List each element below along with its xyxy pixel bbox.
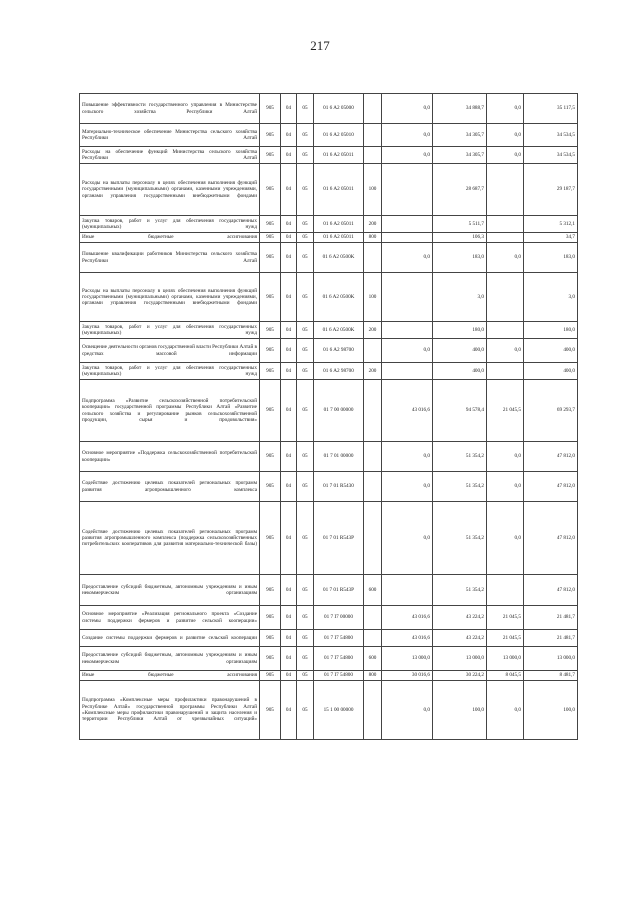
- table-row: [80, 273, 578, 322]
- row-pr: 05: [297, 147, 314, 164]
- row-rz: 04: [281, 124, 297, 147]
- row-csr: 01 6 A2 98700: [314, 363, 364, 380]
- row-grbs: 905: [260, 164, 281, 216]
- table-row: [80, 233, 578, 243]
- row-name: Содействие достижению целевых показателей региональных программ развития агропромышленного комплекса (поддержка сельскохозяйственных потребительских кооперативов для развития материально-технической базы): [80, 502, 260, 575]
- row-value-1: [382, 233, 433, 243]
- row-value-2: 5 511,7: [433, 216, 487, 233]
- row-vr: [364, 243, 382, 273]
- row-value-4: 5 312,1: [524, 216, 578, 233]
- row-value-2: 183,0: [433, 243, 487, 273]
- row-name: Повышение эффективности государственного управления в Министерстве сельского хозяйства Республики Алтай: [80, 94, 260, 124]
- row-rz: 04: [281, 681, 297, 740]
- page-number: 217: [310, 38, 330, 53]
- row-value-2: 180,0: [433, 322, 487, 339]
- row-rz: 04: [281, 322, 297, 339]
- row-csr: 01 7 I7 54800: [314, 671, 364, 681]
- row-grbs: 905: [260, 575, 281, 606]
- row-pr: 05: [297, 363, 314, 380]
- row-value-1: 0,0: [382, 243, 433, 273]
- table-row: [80, 502, 578, 575]
- table-row: [80, 216, 578, 233]
- row-csr: 01 7 00 00000: [314, 380, 364, 442]
- row-value-4: 8 481,7: [524, 671, 578, 681]
- row-rz: 04: [281, 164, 297, 216]
- row-csr: 01 6 A2 0500K: [314, 322, 364, 339]
- row-value-3: 0,0: [487, 147, 524, 164]
- row-pr: 05: [297, 380, 314, 442]
- row-value-4: 35 117,5: [524, 94, 578, 124]
- row-name: Содействие достижению целевых показателей региональных программ развития агропромышленного комплекса: [80, 472, 260, 502]
- row-rz: 04: [281, 671, 297, 681]
- row-grbs: 905: [260, 94, 281, 124]
- row-vr: [364, 94, 382, 124]
- row-value-2: 30 224,2: [433, 671, 487, 681]
- row-value-4: 21 481,7: [524, 630, 578, 647]
- row-csr: 01 6 A2 05000: [314, 94, 364, 124]
- row-grbs: 905: [260, 233, 281, 243]
- row-value-2: 51 354,2: [433, 472, 487, 502]
- row-value-1: 30 016,6: [382, 671, 433, 681]
- row-value-2: 400,0: [433, 363, 487, 380]
- row-vr: [364, 502, 382, 575]
- row-name: Подпрограмма «Развитие сельскохозяйственной потребительской кооперации» государственной программы Республики Алтай «Развитие сельского хозяйства и регулирование рынков сельскохозяйственной продукции, сырья и продовольствия»: [80, 380, 260, 442]
- row-name: Закупка товаров, работ и услуг для обеспечения государственных (муниципальных) нужд: [80, 216, 260, 233]
- row-value-4: 29 187,7: [524, 164, 578, 216]
- row-value-2: 43 224,2: [433, 606, 487, 630]
- row-value-1: [382, 216, 433, 233]
- row-value-3: [487, 164, 524, 216]
- row-value-3: 0,0: [487, 339, 524, 363]
- row-pr: 05: [297, 502, 314, 575]
- row-name: Основное мероприятие «Реализация регионального проекта «Создание системы поддержки фермеров и развитие сельской кооперации»: [80, 606, 260, 630]
- row-value-1: 0,0: [382, 339, 433, 363]
- row-name: Основное мероприятие «Поддержка сельскохозяйственной потребительской кооперации»: [80, 442, 260, 472]
- row-pr: 05: [297, 233, 314, 243]
- row-csr: 15 1 00 00000: [314, 681, 364, 740]
- row-value-4: 100,0: [524, 681, 578, 740]
- row-value-2: 400,0: [433, 339, 487, 363]
- row-vr: [364, 124, 382, 147]
- row-vr: [364, 147, 382, 164]
- row-value-4: 400,0: [524, 363, 578, 380]
- row-value-1: 0,0: [382, 147, 433, 164]
- row-vr: 100: [364, 164, 382, 216]
- budget-table: [79, 93, 578, 740]
- row-value-1: [382, 164, 433, 216]
- row-value-4: 47 812,0: [524, 472, 578, 502]
- row-vr: 200: [364, 363, 382, 380]
- row-value-1: [382, 363, 433, 380]
- row-value-1: 43 016,6: [382, 630, 433, 647]
- row-value-2: 51 354,2: [433, 442, 487, 472]
- row-pr: 05: [297, 630, 314, 647]
- row-value-4: 13 000,0: [524, 647, 578, 671]
- row-vr: 600: [364, 575, 382, 606]
- row-name: Иные бюджетные ассигнования: [80, 671, 260, 681]
- table-row: [80, 681, 578, 740]
- table-row: [80, 124, 578, 147]
- row-pr: 05: [297, 164, 314, 216]
- row-vr: [364, 630, 382, 647]
- row-rz: 04: [281, 363, 297, 380]
- row-value-4: 183,0: [524, 243, 578, 273]
- table-row: [80, 671, 578, 681]
- row-value-2: 43 224,2: [433, 630, 487, 647]
- table-row: [80, 94, 578, 124]
- row-rz: 04: [281, 575, 297, 606]
- row-grbs: 905: [260, 630, 281, 647]
- row-grbs: 905: [260, 147, 281, 164]
- row-vr: [364, 339, 382, 363]
- row-grbs: 905: [260, 606, 281, 630]
- row-value-2: 34 305,7: [433, 124, 487, 147]
- row-value-4: 3,0: [524, 273, 578, 322]
- row-vr: [364, 442, 382, 472]
- row-name: Закупка товаров, работ и услуг для обеспечения государственных (муниципальных) нужд: [80, 322, 260, 339]
- row-value-3: 0,0: [487, 442, 524, 472]
- row-value-4: 180,0: [524, 322, 578, 339]
- row-csr: 01 6 A2 05011: [314, 233, 364, 243]
- row-rz: 04: [281, 502, 297, 575]
- row-value-4: 34 534,5: [524, 124, 578, 147]
- row-value-3: 0,0: [487, 681, 524, 740]
- row-csr: 01 7 I7 54800: [314, 647, 364, 671]
- row-value-2: 13 000,0: [433, 647, 487, 671]
- row-name: Подпрограмма «Комплексные меры профилактики правонарушений в Республике Алтай» государственной программы Республики Алтай «Комплексные меры профилактики правонарушений и защита населения и территории Республики Алтай от чрезвычайных ситуаций»: [80, 681, 260, 740]
- row-value-4: 400,0: [524, 339, 578, 363]
- row-value-2: 94 578,4: [433, 380, 487, 442]
- table-row: [80, 380, 578, 442]
- row-rz: 04: [281, 647, 297, 671]
- row-pr: 05: [297, 606, 314, 630]
- table-row: [80, 575, 578, 606]
- row-csr: 01 7 I7 00000: [314, 606, 364, 630]
- row-csr: 01 6 A2 05010: [314, 124, 364, 147]
- row-value-4: 34,7: [524, 233, 578, 243]
- row-value-2: 106,3: [433, 233, 487, 243]
- row-value-4: 34 534,5: [524, 147, 578, 164]
- row-pr: 05: [297, 647, 314, 671]
- row-value-1: 0,0: [382, 472, 433, 502]
- row-pr: 05: [297, 442, 314, 472]
- row-vr: 100: [364, 273, 382, 322]
- row-name: Повышение квалификации работников Министерства сельского хозяйства Республики Алтай: [80, 243, 260, 273]
- row-value-3: [487, 273, 524, 322]
- row-value-3: 8 045,5: [487, 671, 524, 681]
- row-value-3: [487, 575, 524, 606]
- row-name: Материально-техническое обеспечение Министерства сельского хозяйства Республики Алтай: [80, 124, 260, 147]
- row-pr: 05: [297, 575, 314, 606]
- row-value-3: 0,0: [487, 502, 524, 575]
- row-csr: 01 6 A2 05011: [314, 147, 364, 164]
- row-grbs: 905: [260, 647, 281, 671]
- row-csr: 01 7 01 R543P: [314, 575, 364, 606]
- row-name: Иные бюджетные ассигнования: [80, 233, 260, 243]
- row-value-1: [382, 322, 433, 339]
- table-row: [80, 363, 578, 380]
- row-csr: 01 7 I7 54800: [314, 630, 364, 647]
- row-vr: 200: [364, 216, 382, 233]
- row-value-3: 0,0: [487, 472, 524, 502]
- row-value-2: 100,0: [433, 681, 487, 740]
- table-row: [80, 322, 578, 339]
- row-value-1: 0,0: [382, 124, 433, 147]
- row-grbs: 905: [260, 442, 281, 472]
- table-row: [80, 647, 578, 671]
- row-rz: 04: [281, 147, 297, 164]
- row-value-1: 0,0: [382, 502, 433, 575]
- table-row: [80, 606, 578, 630]
- row-value-3: 21 045,5: [487, 630, 524, 647]
- row-vr: [364, 681, 382, 740]
- row-grbs: 905: [260, 339, 281, 363]
- row-value-4: 21 481,7: [524, 606, 578, 630]
- row-pr: 05: [297, 671, 314, 681]
- table-row: [80, 339, 578, 363]
- row-value-2: 51 354,2: [433, 575, 487, 606]
- row-rz: 04: [281, 339, 297, 363]
- row-csr: 01 6 A2 98700: [314, 339, 364, 363]
- row-value-1: [382, 575, 433, 606]
- row-csr: 01 6 A2 05011: [314, 164, 364, 216]
- row-pr: 05: [297, 216, 314, 233]
- row-value-1: 13 000,0: [382, 647, 433, 671]
- row-name: Создание системы поддержки фермеров и развитие сельской кооперации: [80, 630, 260, 647]
- row-name: Закупка товаров, работ и услуг для обеспечения государственных (муниципальных) нужд: [80, 363, 260, 380]
- row-rz: 04: [281, 216, 297, 233]
- row-pr: 05: [297, 273, 314, 322]
- row-csr: 01 6 A2 05011: [314, 216, 364, 233]
- row-grbs: 905: [260, 273, 281, 322]
- row-name: Расходы на выплаты персоналу в целях обеспечения выполнения функций государственными (муниципальными) органами, казенными учреждениями, органами управления государственными внебюджетными фондами: [80, 273, 260, 322]
- row-pr: 05: [297, 94, 314, 124]
- row-grbs: 905: [260, 502, 281, 575]
- row-value-4: 69 293,7: [524, 380, 578, 442]
- row-value-2: 3,0: [433, 273, 487, 322]
- row-value-3: 13 000,0: [487, 647, 524, 671]
- row-value-3: 0,0: [487, 243, 524, 273]
- row-csr: 01 7 01 R543P: [314, 502, 364, 575]
- row-rz: 04: [281, 606, 297, 630]
- row-grbs: 905: [260, 681, 281, 740]
- row-vr: [364, 472, 382, 502]
- row-pr: 05: [297, 339, 314, 363]
- row-csr: 01 6 A2 0500K: [314, 243, 364, 273]
- row-pr: 05: [297, 681, 314, 740]
- row-value-2: 28 687,7: [433, 164, 487, 216]
- table-row: [80, 243, 578, 273]
- row-vr: 800: [364, 233, 382, 243]
- row-rz: 04: [281, 442, 297, 472]
- row-vr: 200: [364, 322, 382, 339]
- row-vr: [364, 606, 382, 630]
- row-value-1: 0,0: [382, 94, 433, 124]
- row-vr: [364, 380, 382, 442]
- table-row: [80, 630, 578, 647]
- row-name: Расходы на обеспечение функций Министерства сельского хозяйства Республики Алтай: [80, 147, 260, 164]
- row-value-3: [487, 363, 524, 380]
- row-value-1: 43 016,6: [382, 380, 433, 442]
- row-value-1: [382, 273, 433, 322]
- row-rz: 04: [281, 233, 297, 243]
- row-grbs: 905: [260, 472, 281, 502]
- row-pr: 05: [297, 322, 314, 339]
- row-vr: 600: [364, 647, 382, 671]
- row-rz: 04: [281, 380, 297, 442]
- row-name: Предоставление субсидий бюджетным, автономным учреждениям и иным некоммерческим организациям: [80, 647, 260, 671]
- row-value-4: 47 812,0: [524, 442, 578, 472]
- row-value-2: 34 888,7: [433, 94, 487, 124]
- row-grbs: 905: [260, 243, 281, 273]
- row-grbs: 905: [260, 216, 281, 233]
- row-name: Освещение деятельности органов государственной власти Республики Алтай в средствах массовой информации: [80, 339, 260, 363]
- row-grbs: 905: [260, 671, 281, 681]
- row-rz: 04: [281, 630, 297, 647]
- row-rz: 04: [281, 472, 297, 502]
- row-csr: 01 7 01 00000: [314, 442, 364, 472]
- row-rz: 04: [281, 94, 297, 124]
- row-grbs: 905: [260, 380, 281, 442]
- row-value-2: 34 305,7: [433, 147, 487, 164]
- row-pr: 05: [297, 124, 314, 147]
- row-value-3: 21 045,5: [487, 380, 524, 442]
- row-value-4: 47 812,0: [524, 575, 578, 606]
- table-row: [80, 442, 578, 472]
- row-name: Расходы на выплаты персоналу в целях обеспечения выполнения функций государственными (муниципальными) органами, казенными учреждениями, органами управления государственными внебюджетными фондами: [80, 164, 260, 216]
- row-value-2: 51 354,2: [433, 502, 487, 575]
- row-grbs: 905: [260, 124, 281, 147]
- row-value-3: [487, 322, 524, 339]
- row-rz: 04: [281, 273, 297, 322]
- table-row: [80, 147, 578, 164]
- row-csr: 01 7 01 R5430: [314, 472, 364, 502]
- row-value-1: 0,0: [382, 681, 433, 740]
- row-value-1: 43 016,6: [382, 606, 433, 630]
- row-value-3: 0,0: [487, 94, 524, 124]
- row-pr: 05: [297, 472, 314, 502]
- row-vr: 800: [364, 671, 382, 681]
- row-csr: 01 6 A2 0500K: [314, 273, 364, 322]
- row-value-3: [487, 216, 524, 233]
- row-value-1: 0,0: [382, 442, 433, 472]
- row-value-3: [487, 233, 524, 243]
- row-rz: 04: [281, 243, 297, 273]
- table-row: [80, 164, 578, 216]
- row-value-4: 47 812,0: [524, 502, 578, 575]
- row-value-3: 0,0: [487, 124, 524, 147]
- row-name: Предоставление субсидий бюджетным, автономным учреждениям и иным некоммерческим организациям: [80, 575, 260, 606]
- row-pr: 05: [297, 243, 314, 273]
- row-value-3: 21 045,5: [487, 606, 524, 630]
- row-grbs: 905: [260, 322, 281, 339]
- row-grbs: 905: [260, 363, 281, 380]
- table-row: [80, 472, 578, 502]
